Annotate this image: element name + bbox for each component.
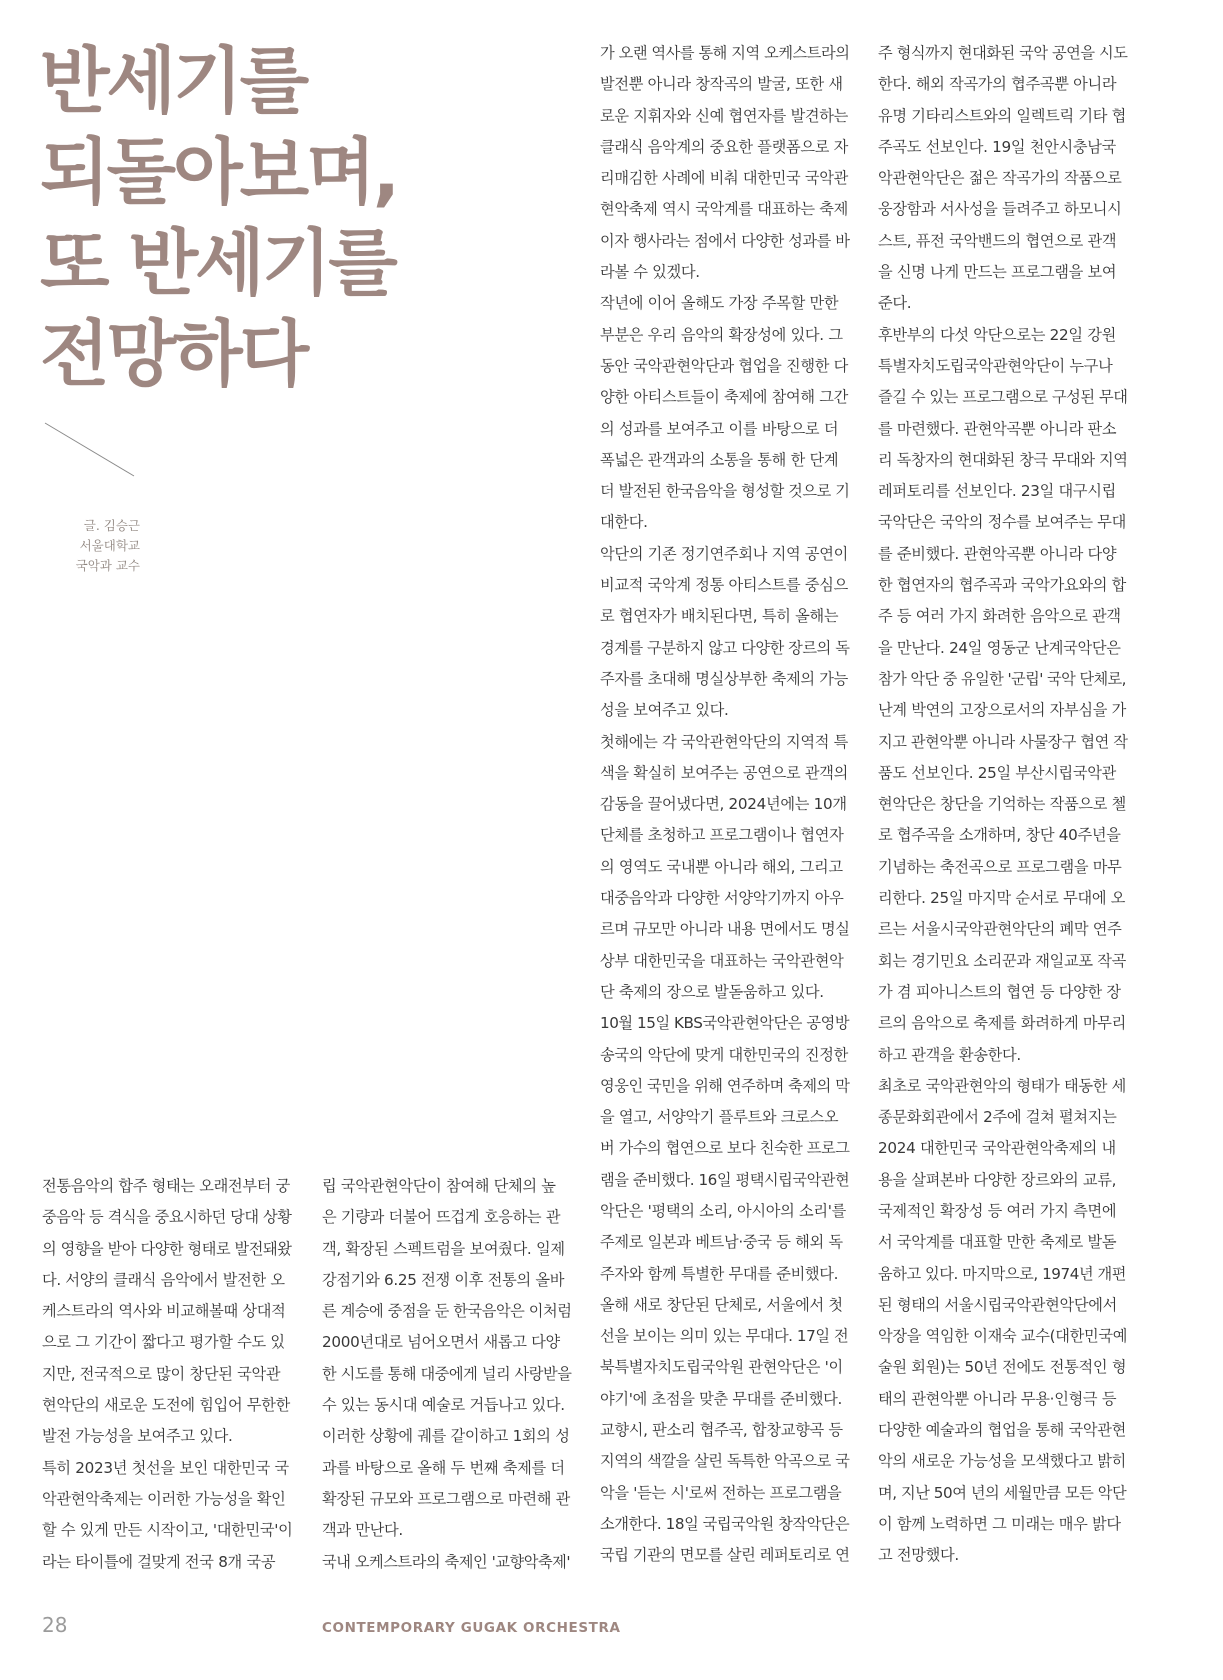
- text-line: 한 시도를 통해 대중에게 널리 사랑받을: [322, 1364, 572, 1383]
- text-line: 립 국악관현악단이 참여해 단체의 높: [322, 1177, 556, 1195]
- text-line: 교향시, 판소리 협주곡, 합창교향곡 등: [600, 1421, 843, 1440]
- title-line: 반세기를: [40, 39, 307, 123]
- text-line: 서 국악계를 대표할 만한 축제로 발돋: [878, 1233, 1117, 1252]
- article-title: [40, 36, 560, 400]
- text-line: 현악축제 역시 국악계를 대표하는 축제: [600, 200, 849, 219]
- publication-title: CONTEMPORARY GUGAK ORCHESTRA: [322, 1620, 621, 1636]
- text-line: 현악단의 새로운 도전에 힘입어 무한한: [42, 1396, 291, 1415]
- text-line: 전통음악의 합주 형태는 오래전부터 궁: [42, 1177, 291, 1195]
- text-line: 국제적인 확장성 등 여러 가지 측면에: [878, 1201, 1117, 1220]
- text-line: 성을 보여주고 있다.: [600, 701, 729, 720]
- text-line: 수 있는 동시대 예술로 거듭나고 있다.: [322, 1396, 565, 1415]
- text-line: 첫해에는 각 국악관현악단의 지역적 특: [600, 732, 849, 751]
- text-line: 2000년대로 넘어오면서 새롭고 다양: [322, 1333, 560, 1352]
- text-line: 이러한 상황에 궤를 같이하고 1회의 성: [322, 1427, 570, 1446]
- text-line: 램을 준비했다. 16일 평택시립국악관현: [600, 1170, 850, 1189]
- text-line: 를 마련했다. 관현악곡뿐 아니라 판소: [878, 419, 1117, 438]
- text-line: 로 협주곡을 소개하며, 창단 40주년을: [878, 826, 1121, 845]
- text-line: 즐길 수 있는 프로그램으로 구성된 무대: [878, 388, 1128, 407]
- text-line: 유명 기타리스트와의 일렉트릭 기타 협: [878, 106, 1127, 125]
- text-line: 대한다.: [600, 513, 648, 532]
- text-line: 종문화회관에서 2주에 걸쳐 펼쳐지는: [878, 1108, 1117, 1127]
- page-number: 28: [42, 1613, 68, 1637]
- text-line: 폭넓은 관객과의 소통을 통해 한 단계: [600, 450, 839, 469]
- text-line: 라볼 수 있겠다.: [600, 263, 700, 282]
- title-line: 또 반세기를: [40, 221, 395, 305]
- text-line: 양한 아티스트들이 축제에 참여해 그간: [600, 388, 849, 407]
- text-line: 준다.: [878, 294, 912, 313]
- text-line: 지고 관현악뿐 아니라 사물장구 협연 작: [878, 732, 1128, 751]
- text-line: 최초로 국악관현악의 형태가 태동한 세: [878, 1076, 1127, 1095]
- text-line: 악의 새로운 가능성을 모색했다고 밝히: [878, 1452, 1127, 1471]
- text-line: 기념하는 축전곡으로 프로그램을 마무: [878, 857, 1122, 876]
- text-line: 고 전망했다.: [878, 1546, 959, 1565]
- body-column-2: [322, 1171, 572, 1578]
- text-line: 을 열고, 서양악기 플루트와 크로스오: [600, 1108, 839, 1127]
- byline-position: 국악과 교수: [75, 558, 140, 573]
- text-line: 리한다. 25일 마지막 순서로 무대에 오: [878, 889, 1126, 908]
- text-line: 가 겸 피아니스트의 협연 등 다양한 장: [878, 982, 1121, 1001]
- text-line: 소개한다. 18일 국립국악원 창작악단은: [600, 1514, 850, 1533]
- text-line: 주 형식까지 현대화된 국악 공연을 시도: [878, 44, 1128, 62]
- text-line: 국내 오케스트라의 축제인 '교향악축제': [322, 1552, 571, 1571]
- text-line: 악장을 역임한 이재숙 교수(대한민국예: [878, 1327, 1128, 1346]
- text-line: 상부 대한민국을 대표하는 국악관현악: [600, 951, 844, 970]
- text-line: 된 형태의 서울시립국악관현악단에서: [878, 1295, 1117, 1314]
- text-line: 웅장함과 서사성을 들려주고 하모니시: [878, 200, 1122, 219]
- text-line: 2024 대한민국 국악관현악축제의 내: [878, 1139, 1116, 1158]
- text-line: 용을 살펴본바 다양한 장르와의 교류,: [878, 1170, 1117, 1189]
- text-line: 며, 지난 50여 년의 세월만큼 모든 악단: [878, 1483, 1127, 1502]
- text-line: 특별자치도립국악관현악단이 누구나: [878, 356, 1113, 375]
- text-line: 더 발전된 한국음악을 형성할 것으로 기: [600, 482, 850, 501]
- text-line: 르는 서울시국악관현악단의 폐막 연주: [878, 920, 1122, 939]
- text-line: 국립 기관의 면모를 살린 레퍼토리로 연: [600, 1546, 850, 1565]
- text-line: 송국의 악단에 맞게 대한민국의 진정한: [600, 1045, 849, 1064]
- text-line: 악을 '듣는 시'로써 전하는 프로그램을: [600, 1483, 842, 1502]
- text-line: 주자를 초대해 명실상부한 축제의 가능: [600, 669, 849, 688]
- text-line: 하고 관객을 환송한다.: [878, 1045, 1021, 1064]
- text-line: 한 협연자의 협주곡과 국악가요와의 합: [878, 576, 1127, 595]
- text-line: 선을 보이는 의미 있는 무대다. 17일 전: [600, 1327, 849, 1346]
- text-line: 움하고 있다. 마지막으로, 1974년 개편: [878, 1264, 1126, 1283]
- text-line: 객, 확장된 스펙트럼을 보여줬다. 일제: [322, 1239, 565, 1258]
- title-line: 전망하다: [40, 312, 307, 396]
- text-line: 후반부의 다섯 악단으로는 22일 강원: [878, 325, 1117, 344]
- text-line: 버 가수의 협연으로 보다 친숙한 프로그: [600, 1139, 850, 1158]
- text-line: 국악단은 국악의 정수를 보여주는 무대: [878, 513, 1127, 532]
- text-line: 을 신명 나게 만드는 프로그램을 보여: [878, 263, 1117, 282]
- text-line: 르의 음악으로 축제를 화려하게 마무리: [878, 1014, 1127, 1033]
- text-line: 의 성과를 보여주고 이를 바탕으로 더: [600, 419, 839, 438]
- text-line: 른 계승에 중점을 둔 한국음악은 이처럼: [322, 1302, 572, 1321]
- text-line: 로 협연자가 배치된다면, 특히 올해는: [600, 607, 839, 626]
- text-line: 악관현악단은 젊은 작곡가의 작품으로: [878, 169, 1122, 188]
- text-line: 회는 경기민요 소리꾼과 재일교포 작곡: [878, 951, 1127, 970]
- text-line: 부분은 우리 음악의 확장성에 있다. 그: [600, 325, 843, 344]
- text-line: 지만, 전국적으로 많이 창단된 국악관: [42, 1364, 281, 1383]
- text-line: 한다. 해외 작곡가의 협주곡뿐 아니라: [878, 75, 1117, 94]
- text-line: 주제로 일본과 베트남·중국 등 해외 독: [600, 1233, 843, 1252]
- text-line: 지역의 색깔을 살린 독특한 악곡으로 국: [600, 1452, 850, 1471]
- text-line: 현악단은 창단을 기억하는 작품으로 첼: [878, 795, 1127, 814]
- text-line: 확장된 규모와 프로그램으로 마련해 관: [322, 1489, 571, 1508]
- text-line: 야기'에 초점을 맞춘 무대를 준비했다.: [600, 1389, 843, 1408]
- title-line: 되돌아보며,: [40, 130, 398, 214]
- text-line: 발전 가능성을 보여주고 있다.: [42, 1427, 233, 1446]
- text-line: 10월 15일 KBS국악관현악단은 공영방: [600, 1014, 850, 1033]
- text-line: 리매김한 사례에 비춰 대한민국 국악관: [600, 169, 849, 188]
- text-line: 을 만난다. 24일 영동군 난계국악단은: [878, 638, 1121, 657]
- text-line: 의 영향을 받아 다양한 형태로 발전돼왔: [42, 1239, 292, 1258]
- decorative-diagonal-line: [44, 422, 136, 478]
- text-line: 악단은 '평택의 소리, 아시아의 소리'를: [600, 1201, 846, 1220]
- text-line: 난계 박연의 고장으로서의 자부심을 가: [878, 701, 1127, 720]
- text-line: 케스트라의 역사와 비교해볼때 상대적: [42, 1302, 286, 1321]
- text-line: 단 축제의 장으로 발돋움하고 있다.: [600, 982, 824, 1001]
- text-line: 이 함께 노력하면 그 미래는 매우 밝다: [878, 1514, 1121, 1533]
- text-line: 이자 행사라는 점에서 다양한 성과를 바: [600, 231, 850, 250]
- text-line: 북특별자치도립국악원 관현악단은 '이: [600, 1358, 843, 1377]
- text-line: 으로 그 기간이 짧다고 평가할 수도 있: [42, 1333, 285, 1352]
- text-line: 악단의 기존 정기연주회나 지역 공연이: [600, 544, 849, 563]
- text-line: 참가 악단 중 유일한 '군립' 국악 단체로,: [878, 669, 1126, 688]
- text-line: 악관현악축제는 이러한 가능성을 확인: [42, 1489, 286, 1508]
- body-column-4: [878, 38, 1128, 1572]
- text-line: 경계를 구분하지 않고 다양한 장르의 독: [600, 638, 850, 657]
- text-line: 레퍼토리를 선보인다. 23일 대구시립: [878, 482, 1117, 501]
- text-line: 올해 새로 창단된 단체로, 서울에서 첫: [600, 1295, 843, 1314]
- body-column-1: [42, 1171, 292, 1578]
- author-byline: [60, 516, 140, 576]
- text-line: 술원 회원)는 50년 전에도 전통적인 형: [878, 1358, 1127, 1377]
- text-line: 르며 규모만 아니라 내용 면에서도 명실: [600, 920, 850, 939]
- text-line: 색을 확실히 보여주는 공연으로 관객의: [600, 763, 849, 782]
- text-line: 주 등 여러 가지 화려한 음악으로 관객: [878, 607, 1121, 626]
- text-line: 단체를 초청하고 프로그램이나 협연자: [600, 826, 844, 845]
- text-line: 비교적 국악계 정통 아티스트를 중심으: [600, 576, 849, 595]
- text-line: 대중음악과 다양한 서양악기까지 아우: [600, 889, 844, 908]
- text-line: 은 기량과 더불어 뜨겁게 호응하는 관: [322, 1208, 561, 1227]
- text-line: 특히 2023년 첫선을 보인 대한민국 국: [42, 1458, 289, 1477]
- body-column-3: [600, 38, 850, 1572]
- text-line: 스트, 퓨전 국악밴드의 협연으로 관객: [878, 231, 1117, 250]
- byline-author: 글. 김승근: [83, 518, 140, 533]
- text-line: 중음악 등 격식을 중요시하던 당대 상황: [42, 1208, 292, 1227]
- text-line: 동안 국악관현악단과 협업을 진행한 다: [600, 356, 849, 375]
- text-line: 발전뿐 아니라 창작곡의 발굴, 또한 새: [600, 75, 843, 94]
- text-line: 품도 선보인다. 25일 부산시립국악관: [878, 763, 1117, 782]
- text-line: 과를 바탕으로 올해 두 번째 축제를 더: [322, 1458, 565, 1477]
- text-line: 클래식 음악계의 중요한 플랫폼으로 자: [600, 137, 849, 156]
- text-line: 객과 만난다.: [322, 1521, 403, 1540]
- text-line: 감동을 끌어냈다면, 2024년에는 10개: [600, 795, 847, 814]
- text-line: 를 준비했다. 관현악곡뿐 아니라 다양: [878, 544, 1117, 563]
- text-line: 주곡도 선보인다. 19일 천안시충남국: [878, 137, 1117, 156]
- text-line: 라는 타이틀에 걸맞게 전국 8개 국공: [42, 1552, 276, 1571]
- text-line: 작년에 이어 올해도 가장 주목할 만한: [600, 294, 839, 313]
- text-line: 의 영역도 국내뿐 아니라 해외, 그리고: [600, 857, 843, 876]
- byline-affiliation: 서울대학교: [79, 538, 140, 553]
- text-line: 다. 서양의 클래식 음악에서 발전한 오: [42, 1270, 285, 1289]
- text-line: 주자와 함께 특별한 무대를 준비했다.: [600, 1264, 839, 1283]
- text-line: 리 독창자의 현대화된 창극 무대와 지역: [878, 450, 1128, 469]
- text-line: 태의 관현악뿐 아니라 무용·인형극 등: [878, 1389, 1117, 1408]
- text-line: 로운 지휘자와 신예 협연자를 발견하는: [600, 106, 849, 125]
- text-line: 영웅인 국민을 위해 연주하며 축제의 막: [600, 1076, 850, 1095]
- text-line: 할 수 있게 만든 시작이고, '대한민국'이: [42, 1521, 293, 1540]
- text-line: 강점기와 6.25 전쟁 이후 전통의 올바: [322, 1270, 565, 1289]
- text-line: 다양한 예술과의 협업을 통해 국악관현: [878, 1421, 1127, 1440]
- text-line: 가 오랜 역사를 통해 지역 오케스트라의: [600, 44, 850, 62]
